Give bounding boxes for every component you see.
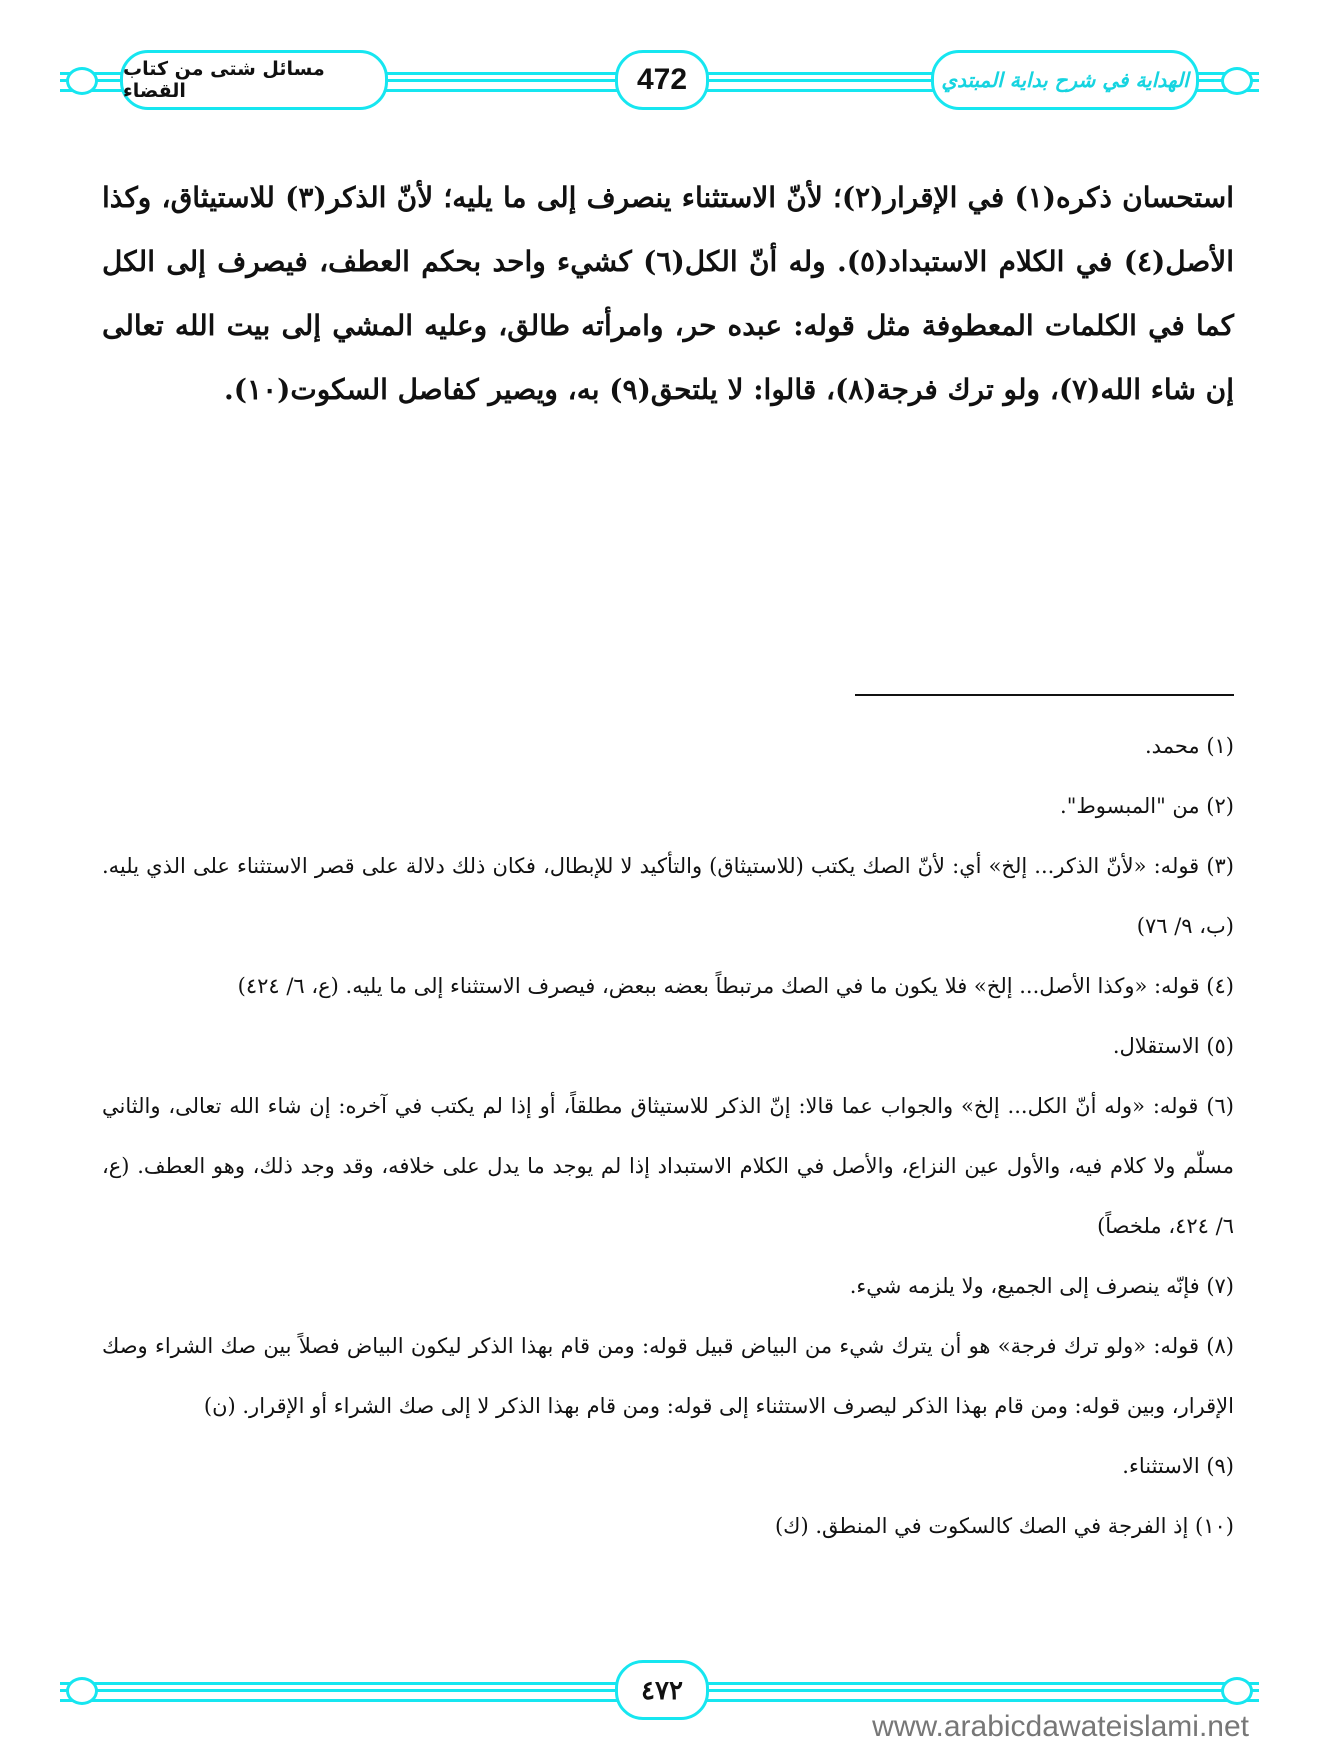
- footnotes: [102, 716, 1234, 1556]
- footnote-divider: [855, 694, 1234, 696]
- ornament-end-icon: [66, 1677, 98, 1705]
- book-title-logo: الهداية في شرح بداية المبتدي: [931, 50, 1199, 110]
- page-header: [60, 50, 1259, 108]
- ornament-end-icon: [1221, 67, 1253, 95]
- footnote: (٩) الاستثناء.: [1122, 1454, 1234, 1478]
- main-text: استحسان ذكره(١) في الإقرار(٢)؛ لأنّ الاستثناء ينصرف إلى ما يليه؛ لأنّ الذكر(٣) للاستيثاق، وكذا الأصل(٤) في الكلام الاستبداد(٥). وله أنّ الكل(٦) كشيء واحد بحكم العطف، فيصرف إلى الكل كما في الكلمات المعطوفة مثل قوله: عبده حر، وامرأته طالق، وعليه المشي إلى بيت الله تعالى إن شاء الله(٧)، ولو ترك فرجة(٨)، قالوا: لا يلتحق(٩) به، ويصير كفاصل السكوت(١٠).: [102, 181, 1235, 406]
- footnote: (١٠) إذ الفرجة في الصك كالسكوت في المنطق. (ك): [774, 1514, 1234, 1538]
- footnote: (٢) من "المبسوط".: [1060, 794, 1234, 818]
- footnote: (٧) فإنّه ينصرف إلى الجميع، ولا يلزمه شيء.: [849, 1274, 1234, 1298]
- footnote: (٣) قوله: «لأنّ الذكر... إلخ» أي: لأنّ الصك يكتب (للاستيثاق) والتأكيد لا للإبطال، فكان ذلك دلالة على قصر الاستثناء على الذي يليه. (ب، ٩/ ٧٦): [102, 854, 1234, 938]
- footnote: (٤) قوله: «وكذا الأصل... إلخ» فلا يكون ما في الصك مرتبطاً بعضه ببعض، فيصرف الاستثناء إلى ما يليه. (ع، ٦/ ٤٢٤): [237, 974, 1234, 998]
- page-number: 472: [615, 50, 709, 110]
- ornament-end-icon: [66, 67, 98, 95]
- footnote: (٨) قوله: «ولو ترك فرجة» هو أن يترك شيء من البياض قبيل قوله: ومن قام بهذا الذكر ليكون البياض فصلاً بين صك الشراء وصك الإقرار، وبين قوله: ومن قام بهذا الذكر ليصرف الاستثناء إلى قوله: ومن قام بهذا الذكر لا إلى صك الشراء أو الإقرار. (ن): [102, 1334, 1234, 1418]
- page-footer: [60, 1660, 1259, 1714]
- chapter-title: مسائل شتى من كتاب القضاء: [120, 50, 388, 110]
- footnote: (٥) الاستقلال.: [1112, 1034, 1234, 1058]
- footnote: (١) محمد.: [1145, 734, 1234, 758]
- footer-page-number: ٤٧٢: [615, 1660, 709, 1720]
- footnote: (٦) قوله: «وله أنّ الكل... إلخ» والجواب عما قالا: إنّ الذكر للاستيثاق مطلقاً، أو إذا لم يكتب في آخره: إن شاء الله تعالى، والثاني مسلّم ولا كلام فيه، والأول عين النزاع، والأصل في الكلام الاستبداد إذا لم يوجد ما يدل على خلافه، وقد وجد ذلك، وهو العطف. (ع، ٦/ ٤٢٤، ملخصاً): [102, 1094, 1234, 1238]
- website-url: www.arabicdawateislami.net: [872, 1710, 1249, 1743]
- ornament-end-icon: [1221, 1677, 1253, 1705]
